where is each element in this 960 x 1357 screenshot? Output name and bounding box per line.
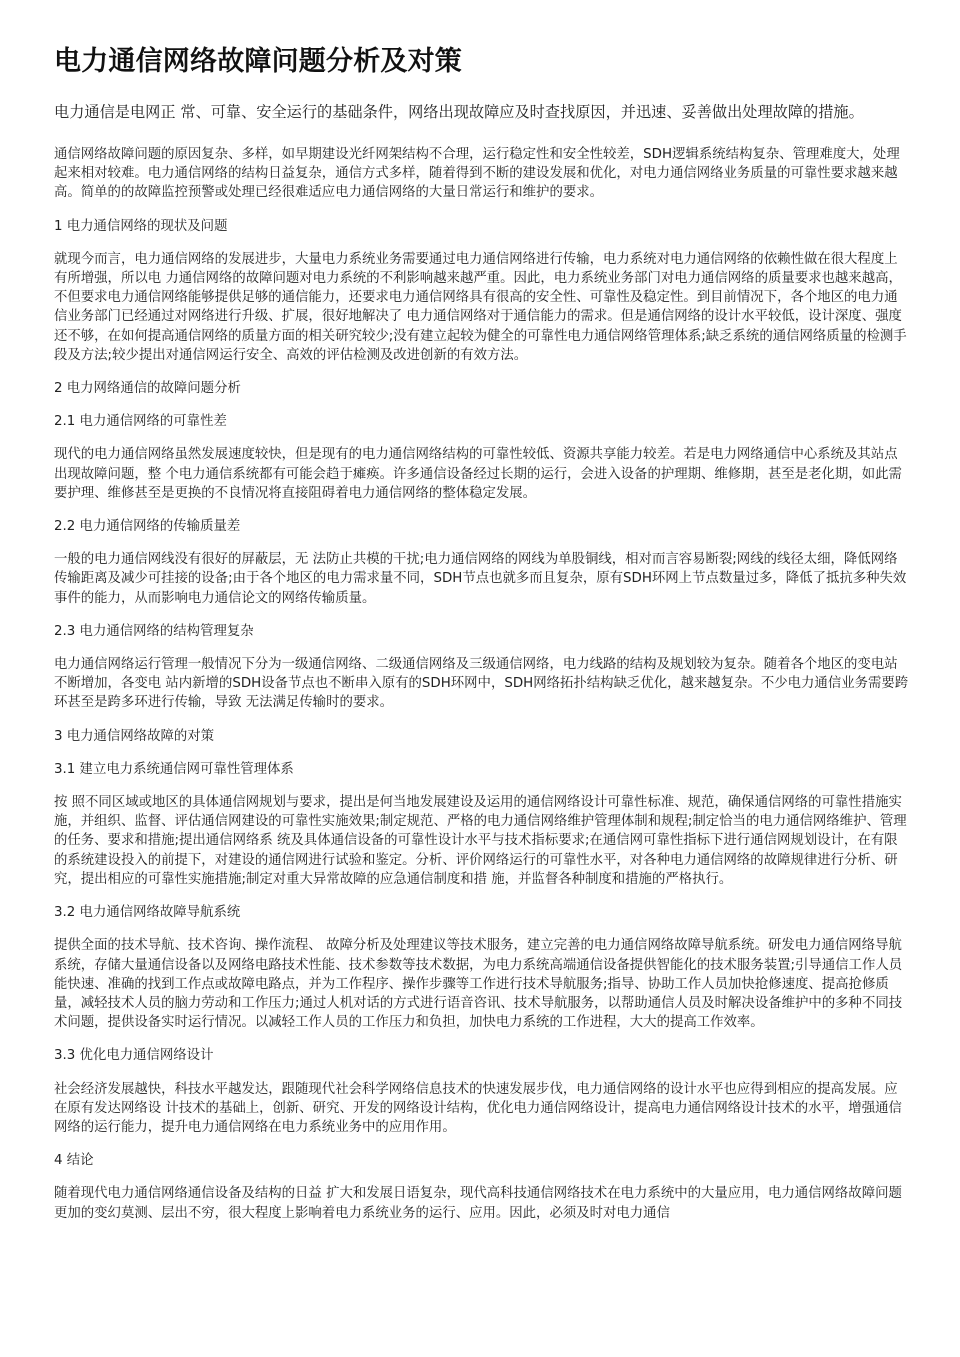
document-page — [54, 0, 910, 1223]
section-text-4: 随着现代电力通信网络通信设备及结构的日益 扩大和发展日语复杂，现代高科技通信网络技术在电力系统中的大量应用，电力通信网络故障问题更加的变幻莫测、层出不穷，很大程度上影响着电力系统业务的运行、应用。因此，必须及时对电力通信 — [54, 1186, 902, 1221]
section-heading-3: 3 电力通信网络故障的对策 — [54, 728, 215, 744]
lead-paragraph: 电力通信是电网正 常、可靠、安全运行的基础条件，网络出现故障应及时查找原因，并迅速、妥善做出处理故障的措施。 — [54, 103, 864, 121]
section-heading-2-3: 2.3 电力通信网络的结构管理复杂 — [54, 623, 254, 639]
section-heading-2-2: 2.2 电力通信网络的传输质量差 — [54, 519, 241, 535]
intro-paragraph: 通信网络故障问题的原因复杂、多样，如早期建设光纤网架结构不合理，运行稳定性和安全性较差，SDH逻辑系统结构复杂、管理难度大，处理起来相对较难。电力通信网络的结构日益复杂，通信方式多样，随着得到不断的建设发展和优化，对电力通信网络业务质量的可靠性要求越来越高。简单的的故障监控预警或处理已经很难适应电力通信网络的大量日常运行和维护的要求。 — [54, 147, 900, 201]
section-text-2-1: 现代的电力通信网络虽然发展速度较快，但是现有的电力通信网络结构的可靠性较低、资源共享能力较差。若是电力网络通信中心系统及其站点出现故障问题，整 个电力通信系统都有可能会趋于瘫痪。许多通信设备经过长期的运行，会进入设备的护理期、维修期，甚至是老化期，如此需要护理、维修甚至是更换的不良情况将直接阻碍着电力通信网络的整体稳定发展。 — [54, 447, 902, 501]
section-heading-3-2: 3.2 电力通信网络故障导航系统 — [54, 905, 241, 921]
section-heading-4: 4 结论 — [54, 1153, 94, 1169]
section-heading-3-3: 3.3 优化电力通信网络设计 — [54, 1048, 214, 1064]
section-text-1: 就现今而言，电力通信网络的发展进步，大量电力系统业务需要通过电力通信网络进行传输，电力系统对电力通信网络的依赖性做在很大程度上有所增强，所以电 力通信网络的故障问题对电力系统的不利影响越来越严重。因此，电力系统业务部门对电力通信网络的质量要求也越来越高，不但要求电力通信网络能够提供足够的通信能力，还要求电力通信网络具有很高的安全性、可靠性及稳定性。到目前情况下，各个地区的电力通信业务部门已经通过对网络进行升级、扩展，很好地解决了 电力通信网络对于通信能力的需求。但是通信网络的设计水平较低，设计深度、强度还不够，在如何提高通信网络的质量方面的相关研究较少;没有建立起较为健全的可靠性电力通信网络管理体系;缺乏系统的通信网络质量的检测手段及方法;较少提出对通信网运行安全、高效的评估检测及改进创新的有效方法。 — [54, 251, 907, 363]
section-text-3-3: 社会经济发展越快，科技水平越发达，跟随现代社会科学网络信息技术的快速发展步伐，电力通信网络的设计水平也应得到相应的提高发展。应在原有发达网络设 计技术的基础上，创新、研究、开发的网络设计结构，优化电力通信网络设计，提高电力通信网络设计技术的水平，增强通信网络的运行能力，提升电力通信网络在电力系统业务中的应用作用。 — [54, 1081, 902, 1135]
page-title: 电力通信网络故障问题分析及对策 — [54, 46, 462, 77]
section-heading-3-1: 3.1 建立电力系统通信网可靠性管理体系 — [54, 761, 294, 777]
section-text-2-3: 电力通信网络运行管理一般情况下分为一级通信网络、二级通信网络及三级通信网络，电力线路的结构及规划较为复杂。随着各个地区的变电站不断增加，各变电 站内新增的SDH设备节点也不断串入原有的SDH环网中，SDH网络拓扑结构缺乏优化，越来越复杂。不少电力通信业务需要跨环甚至是跨多环进行传输，导致 无法满足传输时的要求。 — [54, 657, 909, 711]
section-text-3-1: 按 照不同区域或地区的具体通信网规划与要求，提出是何当地发展建设及运用的通信网络设计可靠性标准、规范，确保通信网络的可靠性措施实施，并组织、监督、评估通信网建设的可靠性实施效果;制定规范、严格的电力通信网络维护管理体制和规程;制定恰当的电力通信网络维护、管理的任务、要求和措施;提出通信网络系 统及具体通信设备的可靠性设计水平与技术指标要求;在通信网可靠性指标下进行通信网规划设计，在有限的系统建设投入的前提下，对建设的通信网进行试验和鉴定。分析、评价网络运行的可靠性水平，对各种电力通信网络的故障规律进行分析、研究，提出相应的可靠性实施措施;制定对重大异常故障的应急通信制度和措 施，并监督各种制度和措施的严格执行。 — [54, 795, 907, 887]
section-text-3-2: 提供全面的技术导航、技术咨询、操作流程、 故障分析及处理建议等技术服务，建立完善的电力通信网络故障导航系统。研发电力通信网络导航系统，存储大量通信设备以及网络电路技术性能、技术参数等技术数据，为电力系统高端通信设备提供智能化的技术服务装置;引导通信工作人员能快速、准确的找到工作点或故障电路点，并为工作程序、操作步骤等工作进行技术导航服务;指导、协助工作人员加快抢修速度、提高抢修质量，减轻技术人员的脑力劳动和工作压力;通过人机对话的方式进行语音咨讯、技术导航服务，以帮助通信人员及时解决设备维护中的多种不同技术问题，提供设备实时运行情况。以减轻工作人员的工作压力和负担，加快电力系统的工作进程，大大的提高工作效率。 — [54, 938, 903, 1031]
section-heading-2: 2 电力网络通信的故障问题分析 — [54, 381, 241, 397]
section-text-2-2: 一般的电力通信网线没有很好的屏蔽层，无 法防止共模的干扰;电力通信网络的网线为单股铜线，相对而言容易断裂;网线的线径太细，降低网络传输距离及减少可挂接的设备;由于各个地区的电力需求量不同，SDH节点也就多而且复杂，原有SDH环网上节点数量过多，降低了抵抗多种失效事件的能力，从而影响电力通信论文的网络传输质量。 — [54, 552, 907, 606]
section-heading-1: 1 电力通信网络的现状及问题 — [54, 218, 228, 234]
section-heading-2-1: 2.1 电力通信网络的可靠性差 — [54, 414, 227, 430]
